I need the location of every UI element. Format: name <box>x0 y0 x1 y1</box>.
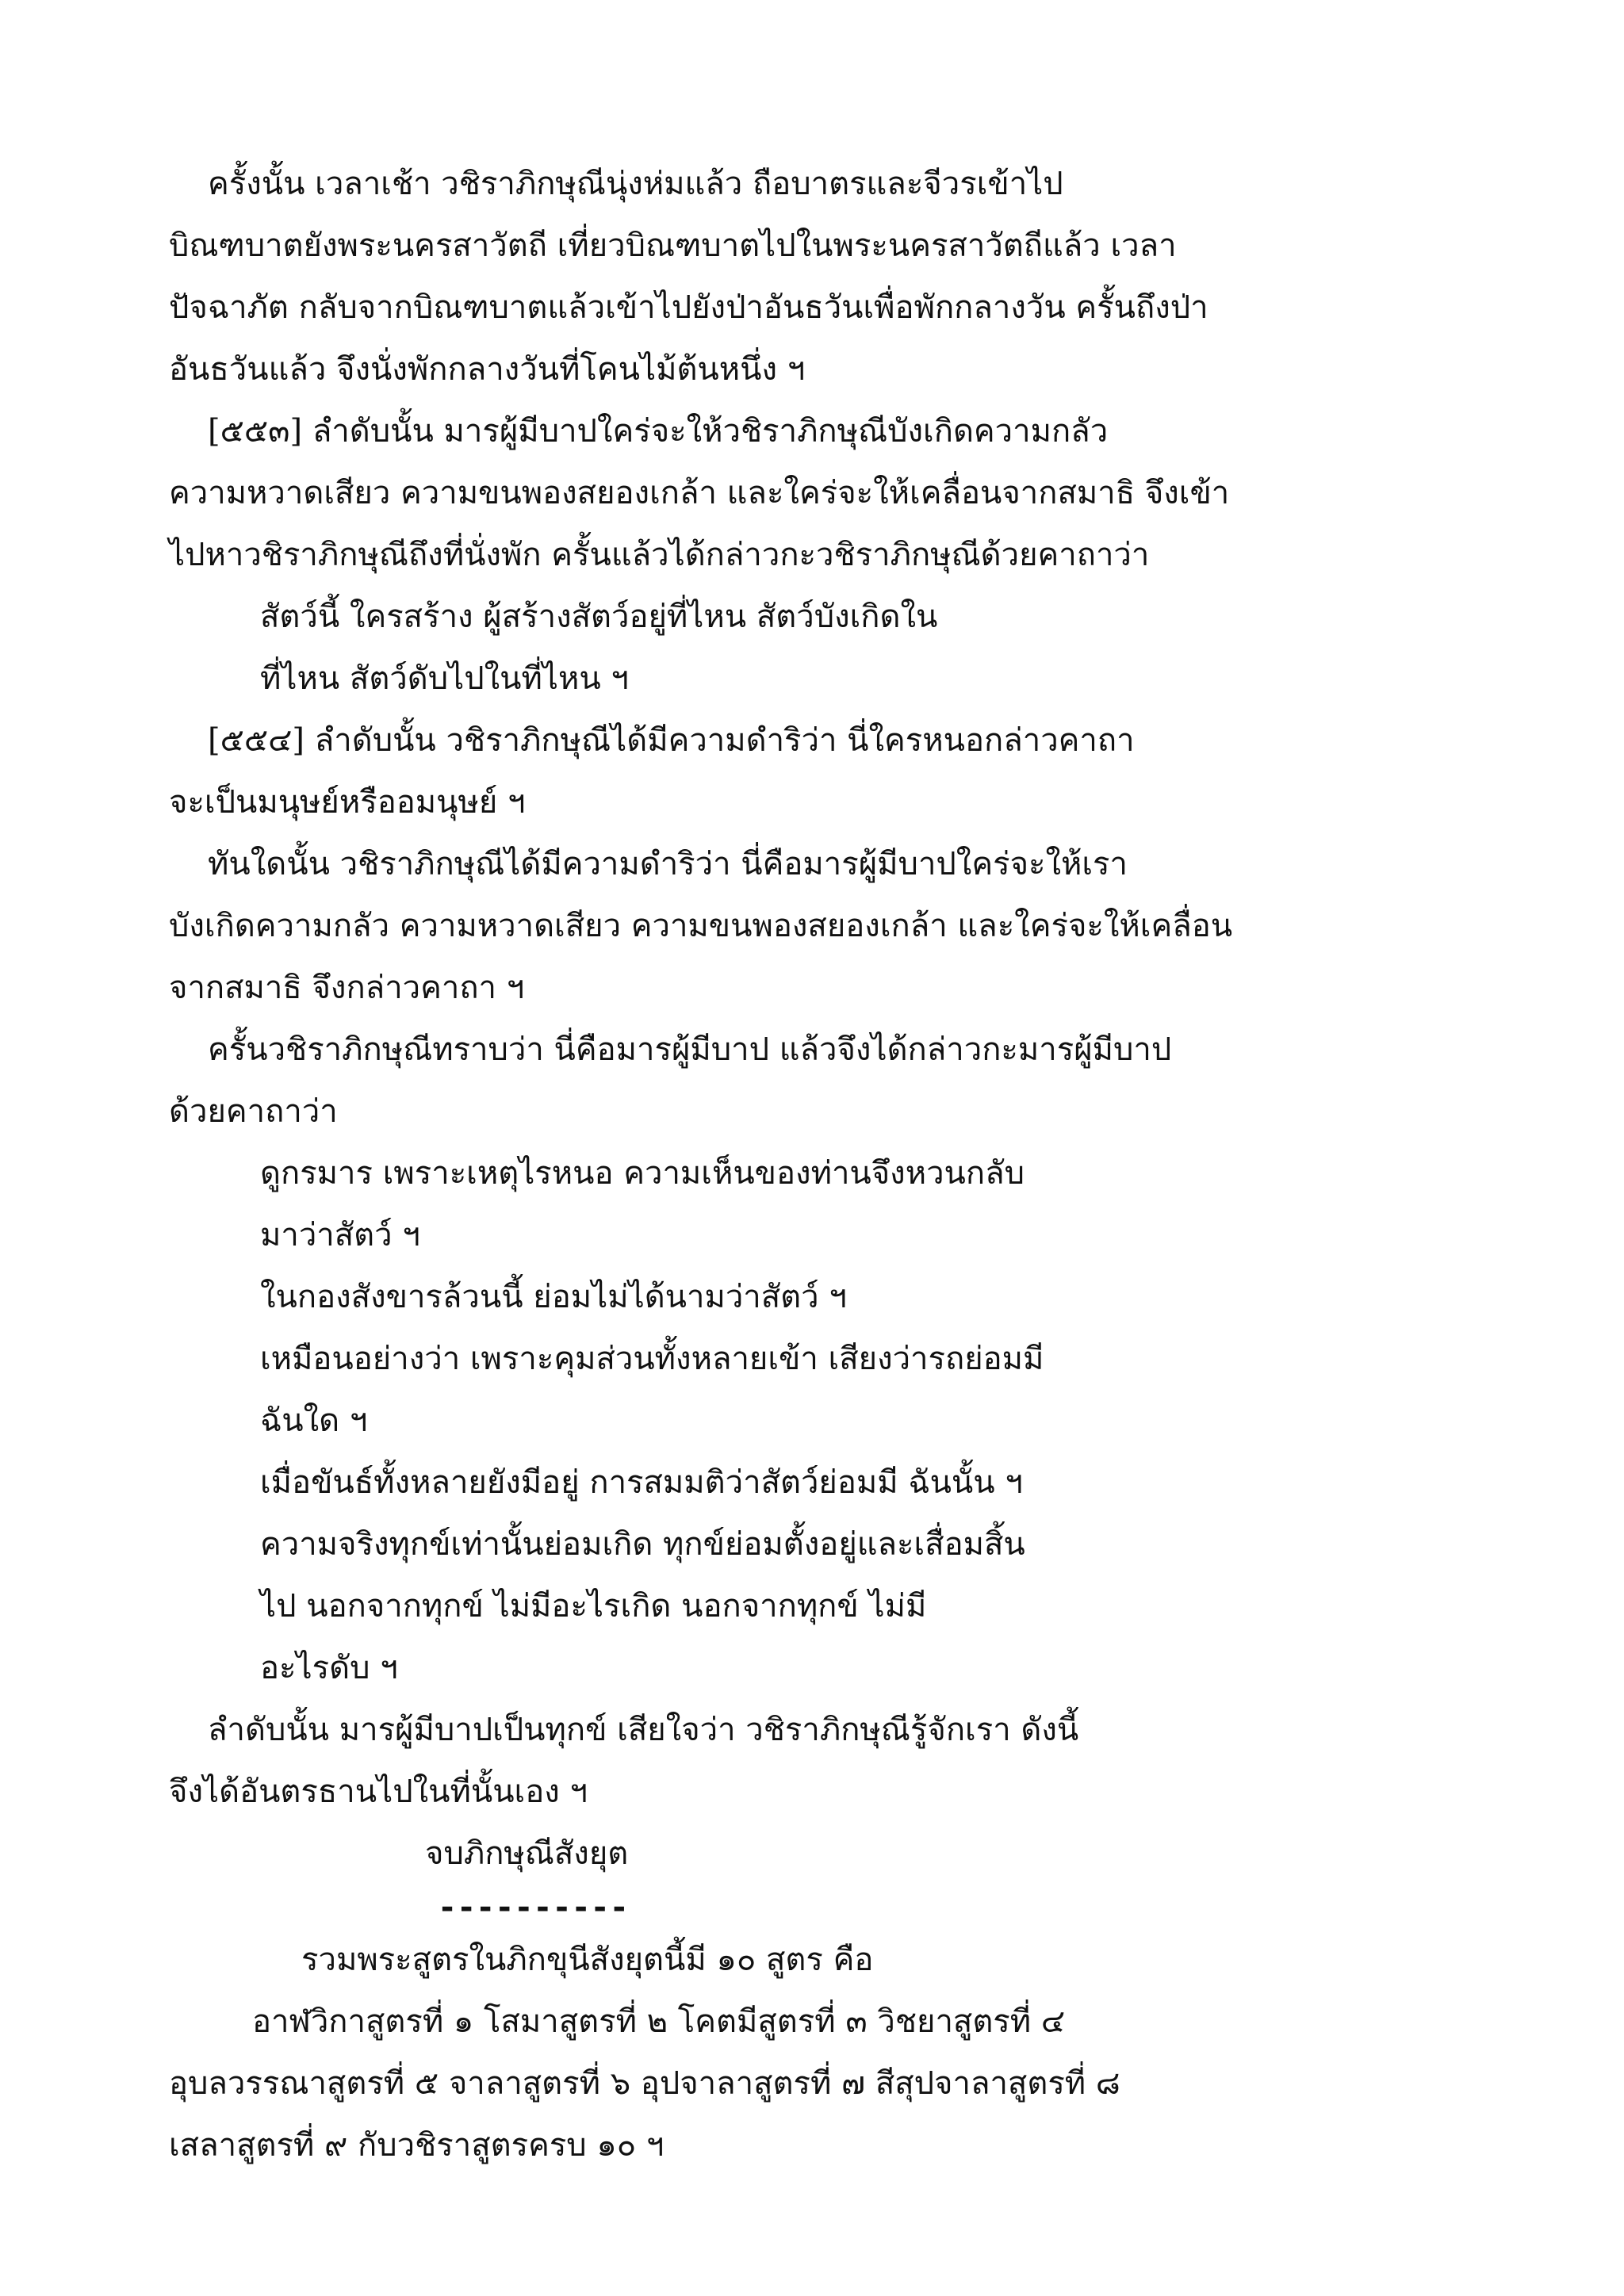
intro-line-1: ครั้งนั้น เวลาเช้า วชิราภิกษุณีนุ่งห่มแล้ว ถือบาตรและจีวรเข้าไป <box>208 166 1063 202</box>
verse-2-line-5: ฉันใด ฯ <box>260 1402 368 1439</box>
summary-line-4: เสลาสูตรที่ ๙ กับวชิราสูตรครบ ๑๐ ฯ <box>169 2127 665 2164</box>
end-title: จบภิกษุณีสังยุต <box>425 1835 629 1872</box>
verse-1-line-2: ที่ไหน สัตว์ดับไปในที่ไหน ฯ <box>260 660 629 697</box>
verse-2-line-9: อะไรดับ ฯ <box>260 1650 398 1686</box>
section-divider: ---------- <box>438 1889 629 1926</box>
intro-line-3: ปัจฉาภัต กลับจากบิณฑบาตแล้วเข้าไปยังป่าอันธวันเพื่อพักกลางวัน ครั้นถึงป่า <box>169 289 1208 326</box>
para-4-line-2: จึงได้อันตรธานไปในที่นั้นเอง ฯ <box>169 1774 588 1810</box>
verse-2-line-6: เมื่อขันธ์ทั้งหลายยังมีอยู่ การสมมติว่าสัตว์ย่อมมี ฉันนั้น ฯ <box>260 1464 1023 1501</box>
para-3-line-2: ด้วยคาถาว่า <box>169 1093 338 1130</box>
section-553-line-3: ไปหาวชิราภิกษุณีถึงที่นั่งพัก ครั้นแล้วได้กล่าวกะวชิราภิกษุณีด้วยคาถาว่า <box>169 537 1150 573</box>
verse-2-line-8: ไป นอกจากทุกข์ ไม่มีอะไรเกิด นอกจากทุกข์ ไม่มี <box>260 1588 927 1624</box>
intro-line-2: บิณฑบาตยังพระนครสาวัตถี เที่ยวบิณฑบาตไปในพระนครสาวัตถีแล้ว เวลา <box>169 228 1177 264</box>
intro-line-4: อันธวันแล้ว จึงนั่งพักกลางวันที่โคนไม้ต้นหนึ่ง ฯ <box>169 351 806 388</box>
verse-2-line-2: มาว่าสัตว์ ฯ <box>260 1217 420 1253</box>
para-2-line-3: จากสมาธิ จึงกล่าวคาถา ฯ <box>169 970 525 1006</box>
verse-2-line-7: ความจริงทุกข์เท่านั้นย่อมเกิด ทุกข์ย่อมตั้งอยู่และเสื่อมสิ้น <box>260 1526 1025 1563</box>
summary-line-1: รวมพระสูตรในภิกขุนีสังยุตนี้มี ๑๐ สูตร คือ <box>301 1942 874 1978</box>
summary-line-3: อุบลวรรณาสูตรที่ ๕ จาลาสูตรที่ ๖ อุปจาลาสูตรที่ ๗ สีสุปจาลาสูตรที่ ๘ <box>169 2065 1120 2102</box>
section-554-line-2: จะเป็นมนุษย์หรืออมนุษย์ ฯ <box>169 784 526 821</box>
section-553-line-2: ความหวาดเสียว ความขนพองสยองเกล้า และใคร่จะให้เคลื่อนจากสมาธิ จึงเข้า <box>169 475 1230 511</box>
para-2-line-2: บังเกิดความกลัว ความหวาดเสียว ความขนพองสยองเกล้า และใคร่จะให้เคลื่อน <box>169 908 1233 944</box>
verse-2-line-4: เหมือนอย่างว่า เพราะคุมส่วนทั้งหลายเข้า เสียงว่ารถย่อมมี <box>260 1341 1044 1377</box>
para-2-line-1: ทันใดนั้น วชิราภิกษุณีได้มีความดำริว่า นี่คือมารผู้มีบาปใคร่จะให้เรา <box>208 846 1128 882</box>
section-553-line-1: [๕๕๓] ลำดับนั้น มารผู้มีบาปใคร่จะให้วชิราภิกษุณีบังเกิดความกลัว <box>208 413 1109 450</box>
verse-2-line-3: ในกองสังขารล้วนนี้ ย่อมไม่ได้นามว่าสัตว์ ฯ <box>260 1279 847 1315</box>
verse-1-line-1: สัตว์นี้ ใครสร้าง ผู้สร้างสัตว์อยู่ที่ไหน สัตว์บังเกิดใน <box>260 599 938 635</box>
para-3-line-1: ครั้นวชิราภิกษุณีทราบว่า นี่คือมารผู้มีบาป แล้วจึงได้กล่าวกะมารผู้มีบาป <box>208 1031 1172 1068</box>
summary-line-2: อาฬวิกาสูตรที่ ๑ โสมาสูตรที่ ๒ โคตมีสูตรที่ ๓ วิชยาสูตรที่ ๔ <box>252 2003 1066 2040</box>
para-4-line-1: ลำดับนั้น มารผู้มีบาปเป็นทุกข์ เสียใจว่า วชิราภิกษุณีรู้จักเรา ดังนี้ <box>208 1712 1079 1748</box>
verse-2-line-1: ดูกรมาร เพราะเหตุไรหนอ ความเห็นของท่านจึงหวนกลับ <box>260 1155 1025 1192</box>
section-554-line-1: [๕๕๔] ลำดับนั้น วชิราภิกษุณีได้มีความดำริว่า นี่ใครหนอกล่าวคาถา <box>208 722 1135 759</box>
